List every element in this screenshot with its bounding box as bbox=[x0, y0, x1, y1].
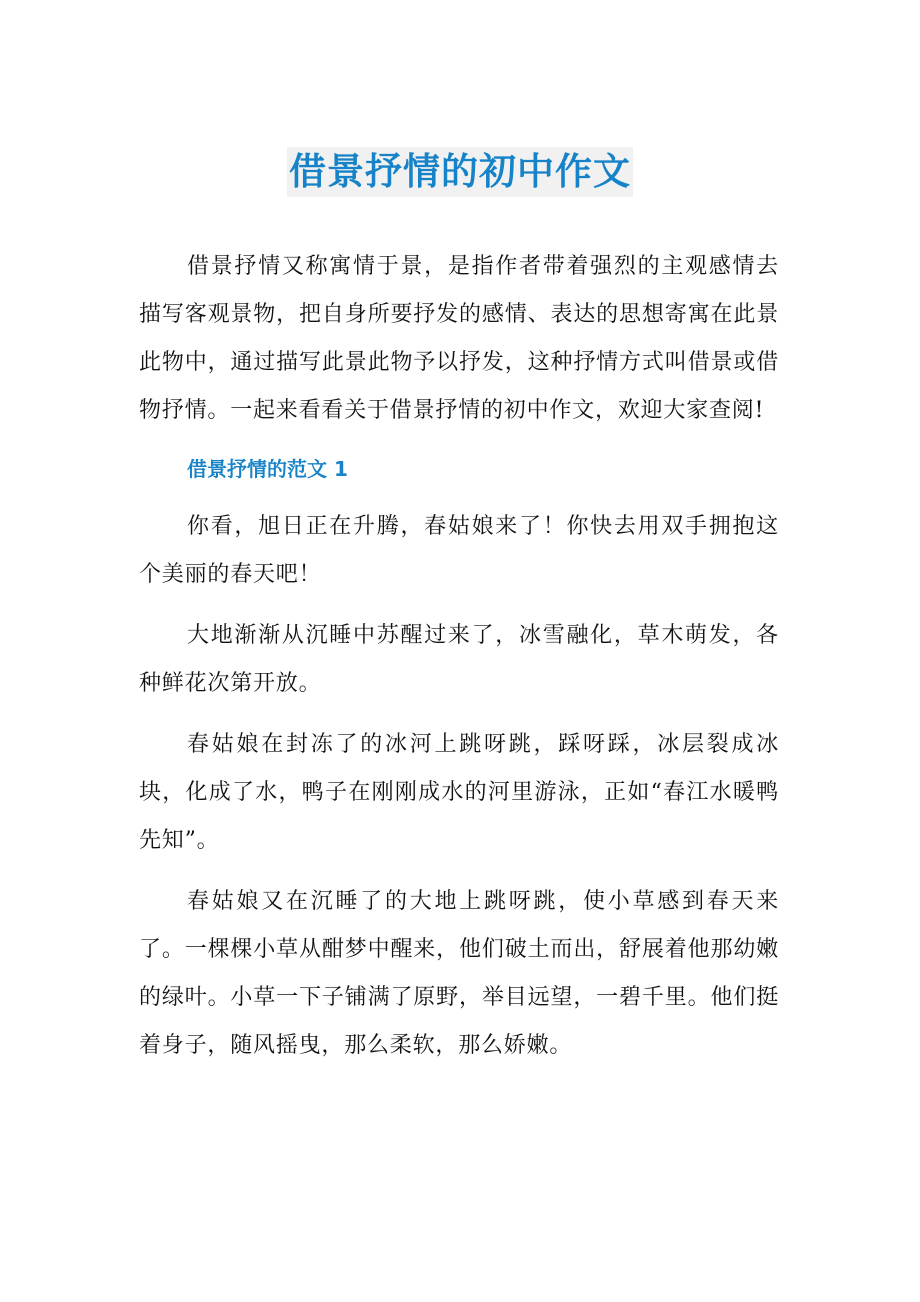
document-title: 借景抒情的初中作文 bbox=[287, 147, 633, 197]
body-paragraph-1: 你看，旭日正在升腾，春姑娘来了！你快去用双手拥抱这个美丽的春天吧！ bbox=[139, 514, 779, 587]
title-container bbox=[0, 122, 920, 222]
spacer bbox=[139, 435, 779, 445]
spacer bbox=[139, 865, 779, 878]
body-paragraph-3: 春姑娘在封冻了的冰河上跳呀跳，踩呀踩，冰层裂成冰块，化成了水，鸭子在刚刚成水的河里游泳，正如“春江水暖鸭先知”。 bbox=[139, 732, 779, 853]
spacer bbox=[139, 708, 779, 721]
body-paragraph-4: 春姑娘又在沉睡了的大地上跳呀跳，使小草感到春天来了。一棵棵小草从酣梦中醒来，他们破土而出，舒展着他那幼嫩的绿叶。小草一下子铺满了原野，举目远望，一碧千里。他们挺着身子，随风摇曳，那么柔软，那么娇嫩。 bbox=[139, 889, 779, 1058]
body-paragraph-2: 大地渐渐从沉睡中苏醒过来了，冰雪融化，草木萌发，各种鲜花次第开放。 bbox=[139, 623, 779, 696]
section-heading: 借景抒情的范文 1 bbox=[187, 457, 348, 481]
spacer bbox=[139, 599, 779, 612]
spacer bbox=[139, 493, 779, 503]
intro-paragraph: 借景抒情又称寓情于景，是指作者带着强烈的主观感情去描写客观景物，把自身所要抒发的感情、表达的思想寄寓在此景此物中，通过描写此景此物予以抒发，这种抒情方式叫借景或借物抒情。一起来看看关于借景抒情的初中作文，欢迎大家查阅! bbox=[139, 254, 779, 423]
document-body bbox=[139, 243, 779, 1070]
